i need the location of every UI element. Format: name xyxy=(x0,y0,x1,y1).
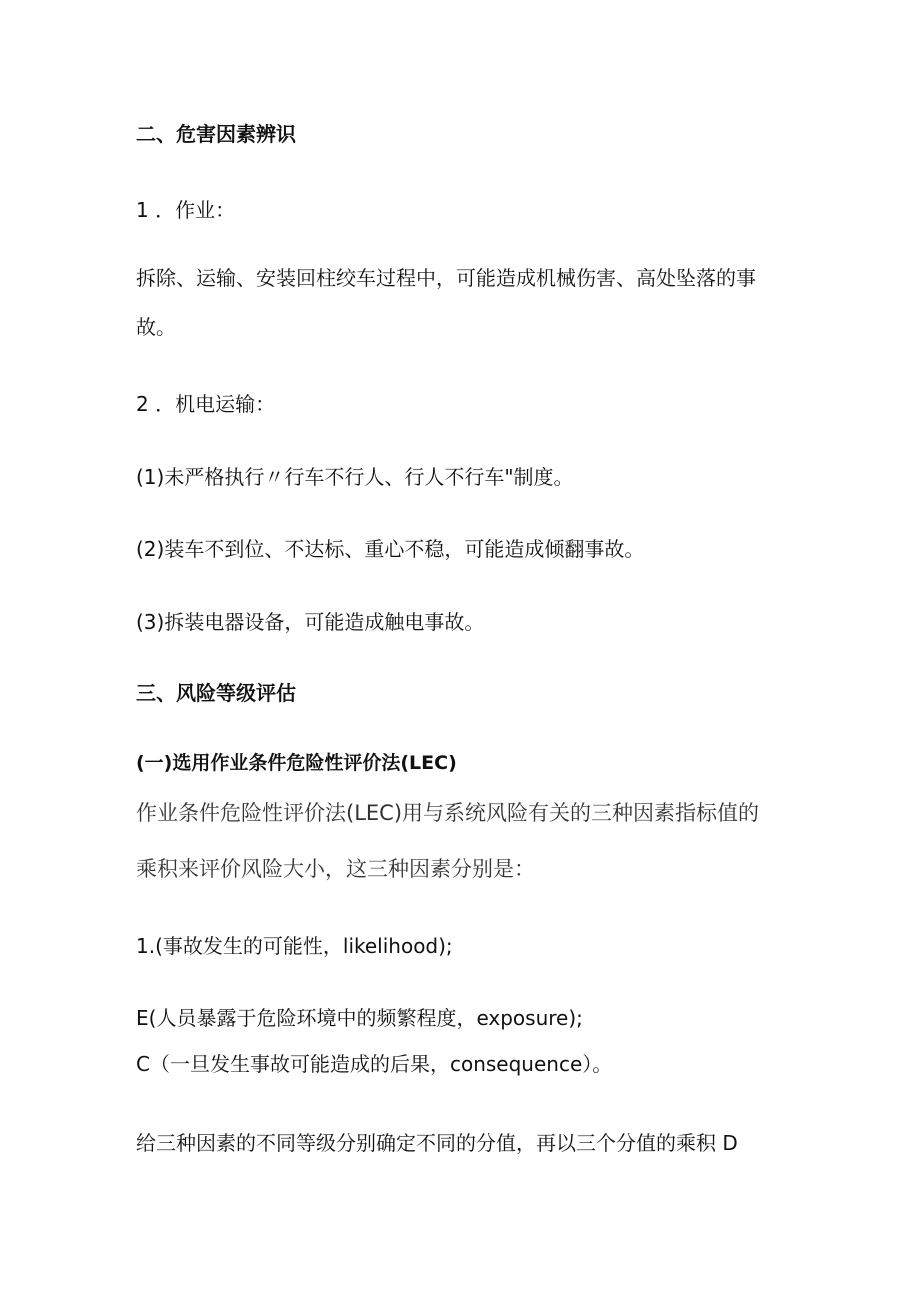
subsection-heading-lec-method: (一)选用作业条件危险性评价法(LEC) xyxy=(136,752,457,774)
lec-intro-line-1: 作业条件危险性评价法(LEC)用与系统风险有关的三种因素指标值的 xyxy=(136,801,760,825)
factor-consequence: C（一旦发生事故可能造成的后果，consequence）。 xyxy=(136,1052,613,1076)
section-heading-hazard-identification: 二、危害因素辨识 xyxy=(136,122,296,146)
closing-paragraph-line: 给三种因素的不同等级分别确定不同的分值，再以三个分值的乘积 D xyxy=(136,1131,738,1155)
transport-point-2: (2)装车不到位、不达标、重心不稳，可能造成倾翻事故。 xyxy=(136,537,645,561)
transport-point-1: (1)未严格执行〃行车不行人、行人不行车"制度。 xyxy=(136,465,574,489)
transport-point-3: (3)拆装电器设备，可能造成触电事故。 xyxy=(136,610,485,634)
item-heading-electromechanical-transport: 2 ．机电运输： xyxy=(136,392,276,416)
item-heading-operation: 1 ．作业： xyxy=(136,198,236,222)
section-heading-risk-assessment: 三、风险等级评估 xyxy=(136,681,296,705)
paragraph-operation-line-2: 故。 xyxy=(136,315,176,339)
paragraph-operation-line-1: 拆除、运输、安装回柱绞车过程中，可能造成机械伤害、高处坠落的事 xyxy=(136,266,756,290)
lec-intro-line-2: 乘积来评价风险大小，这三种因素分别是： xyxy=(136,857,535,881)
factor-likelihood: 1.(事故发生的可能性，likelihood); xyxy=(136,934,453,958)
factor-exposure: E(人员暴露于危险环境中的频繁程度，exposure); xyxy=(136,1006,583,1030)
